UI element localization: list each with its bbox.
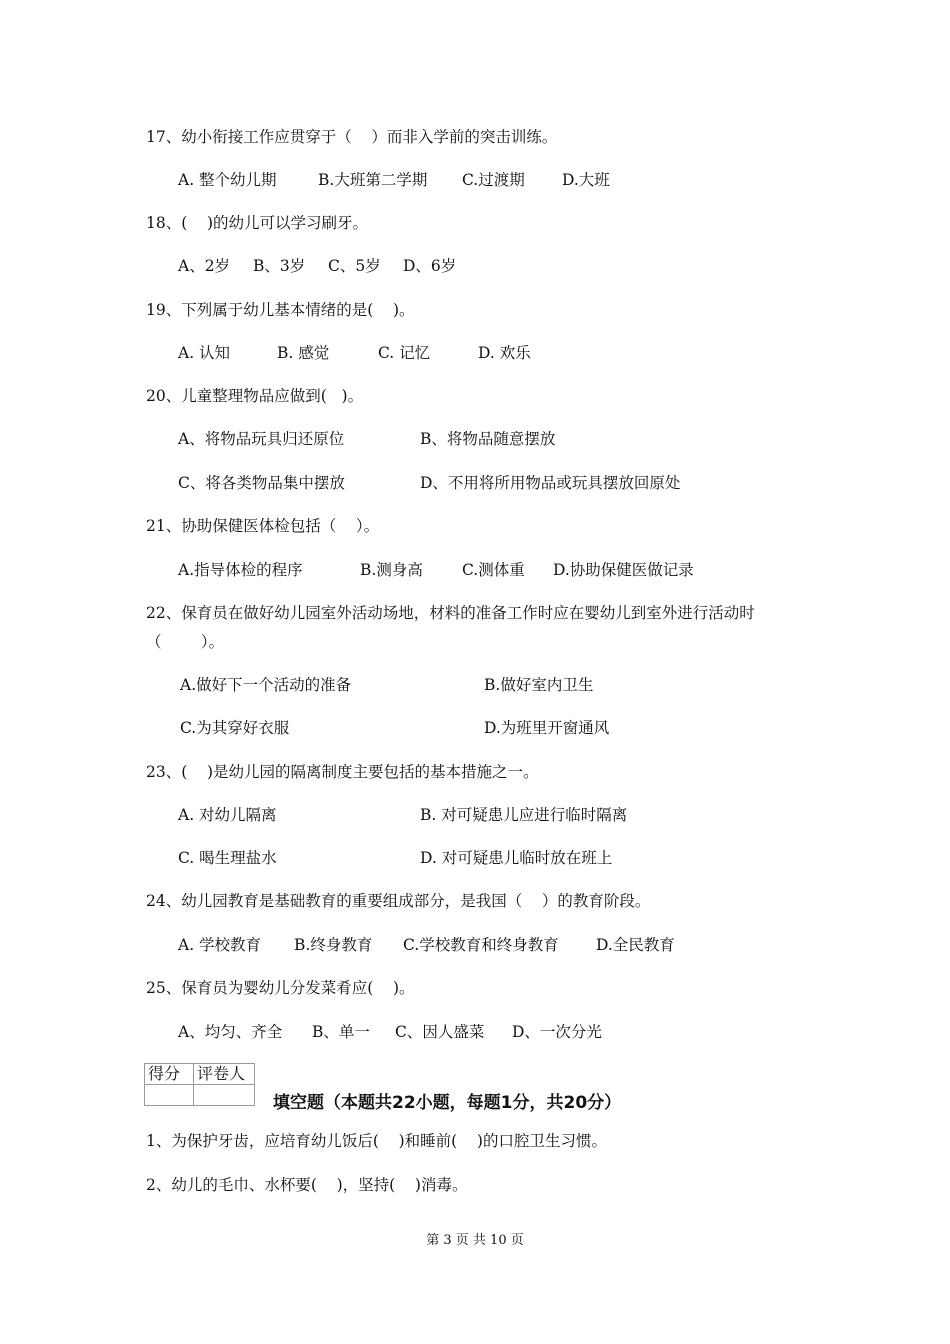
option-23-a: A. 对幼儿隔离 — [178, 806, 277, 824]
question-22: 22、保育员在做好幼儿园室外活动场地，材料的准备工作时应在婴幼儿到室外进行活动时 — [146, 604, 755, 622]
option-24-b: B.终身教育 — [294, 936, 373, 954]
question-21: 21、协助保健医体检包括（ ）。 — [146, 517, 380, 535]
score-header: 得分 — [145, 1064, 194, 1085]
option-21-a: A.指导体检的程序 — [178, 561, 303, 579]
question-25: 25、保育员为婴幼儿分发菜肴应( )。 — [146, 979, 415, 997]
option-20-a: A、将物品玩具归还原位 — [178, 430, 345, 448]
fill-blank-1: 1、为保护牙齿，应培育幼儿饭后( )和睡前( )的口腔卫生习惯。 — [146, 1132, 607, 1150]
section-title: 填空题（本题共22小题，每题1分，共20分） — [273, 1093, 622, 1113]
question-23: 23、( )是幼儿园的隔离制度主要包括的基本措施之一。 — [146, 763, 539, 781]
option-18-d: D、6岁 — [403, 257, 457, 275]
option-19-a: A. 认知 — [178, 344, 231, 362]
option-17-b: B.大班第二学期 — [318, 171, 428, 189]
option-25-a: A、均匀、齐全 — [178, 1023, 283, 1041]
option-18-c: C、5岁 — [328, 257, 381, 275]
option-23-d: D. 对可疑患儿临时放在班上 — [420, 849, 613, 867]
question-18: 18、( )的幼儿可以学习刷牙。 — [146, 214, 369, 232]
option-23-c: C. 喝生理盐水 — [178, 849, 277, 867]
option-19-d: D. 欢乐 — [478, 344, 531, 362]
question-22-blank: （ ）。 — [146, 633, 225, 651]
page-footer: 第 3 页 共 10 页 — [426, 1233, 524, 1248]
option-19-c: C. 记忆 — [378, 344, 431, 362]
fill-blank-2: 2、幼儿的毛巾、水杯要( )，坚持( )消毒。 — [146, 1176, 468, 1194]
option-18-a: A、2岁 — [178, 257, 231, 275]
option-25-d: D、一次分光 — [512, 1023, 602, 1041]
option-24-c: C.学校教育和终身教育 — [403, 936, 559, 954]
option-23-b: B. 对可疑患儿应进行临时隔离 — [420, 806, 628, 824]
option-18-b: B、3岁 — [253, 257, 306, 275]
option-21-b: B.测身高 — [360, 561, 423, 579]
grader-header: 评卷人 — [194, 1064, 255, 1085]
option-22-c: C.为其穿好衣服 — [180, 719, 290, 737]
option-24-d: D.全民教育 — [596, 936, 675, 954]
question-17: 17、幼小衔接工作应贯穿于（ ）而非入学前的突击训练。 — [146, 128, 558, 146]
question-19: 19、下列属于幼儿基本情绪的是( )。 — [146, 301, 415, 319]
option-17-a: A. 整个幼儿期 — [178, 171, 277, 189]
option-21-c: C.测体重 — [462, 561, 525, 579]
score-table — [144, 1063, 255, 1106]
option-21-d: D.协助保健医做记录 — [553, 561, 694, 579]
option-17-c: C.过渡期 — [462, 171, 525, 189]
option-20-c: C、将各类物品集中摆放 — [178, 474, 345, 492]
option-19-b: B. 感觉 — [277, 344, 330, 362]
option-22-b: B.做好室内卫生 — [484, 676, 594, 694]
question-24: 24、幼儿园教育是基础教育的重要组成部分，是我国（ ）的教育阶段。 — [146, 892, 651, 910]
option-20-b: B、将物品随意摆放 — [420, 430, 556, 448]
grader-cell — [194, 1085, 255, 1106]
score-cell — [145, 1085, 194, 1106]
question-20: 20、儿童整理物品应做到( )。 — [146, 387, 364, 405]
option-25-b: B、单一 — [312, 1023, 370, 1041]
option-17-d: D.大班 — [562, 171, 610, 189]
option-25-c: C、因人盛菜 — [395, 1023, 485, 1041]
option-20-d: D、不用将所用物品或玩具摆放回原处 — [420, 474, 681, 492]
option-22-d: D.为班里开窗通风 — [484, 719, 610, 737]
option-24-a: A. 学校教育 — [178, 936, 262, 954]
option-22-a: A.做好下一个活动的准备 — [180, 676, 352, 694]
